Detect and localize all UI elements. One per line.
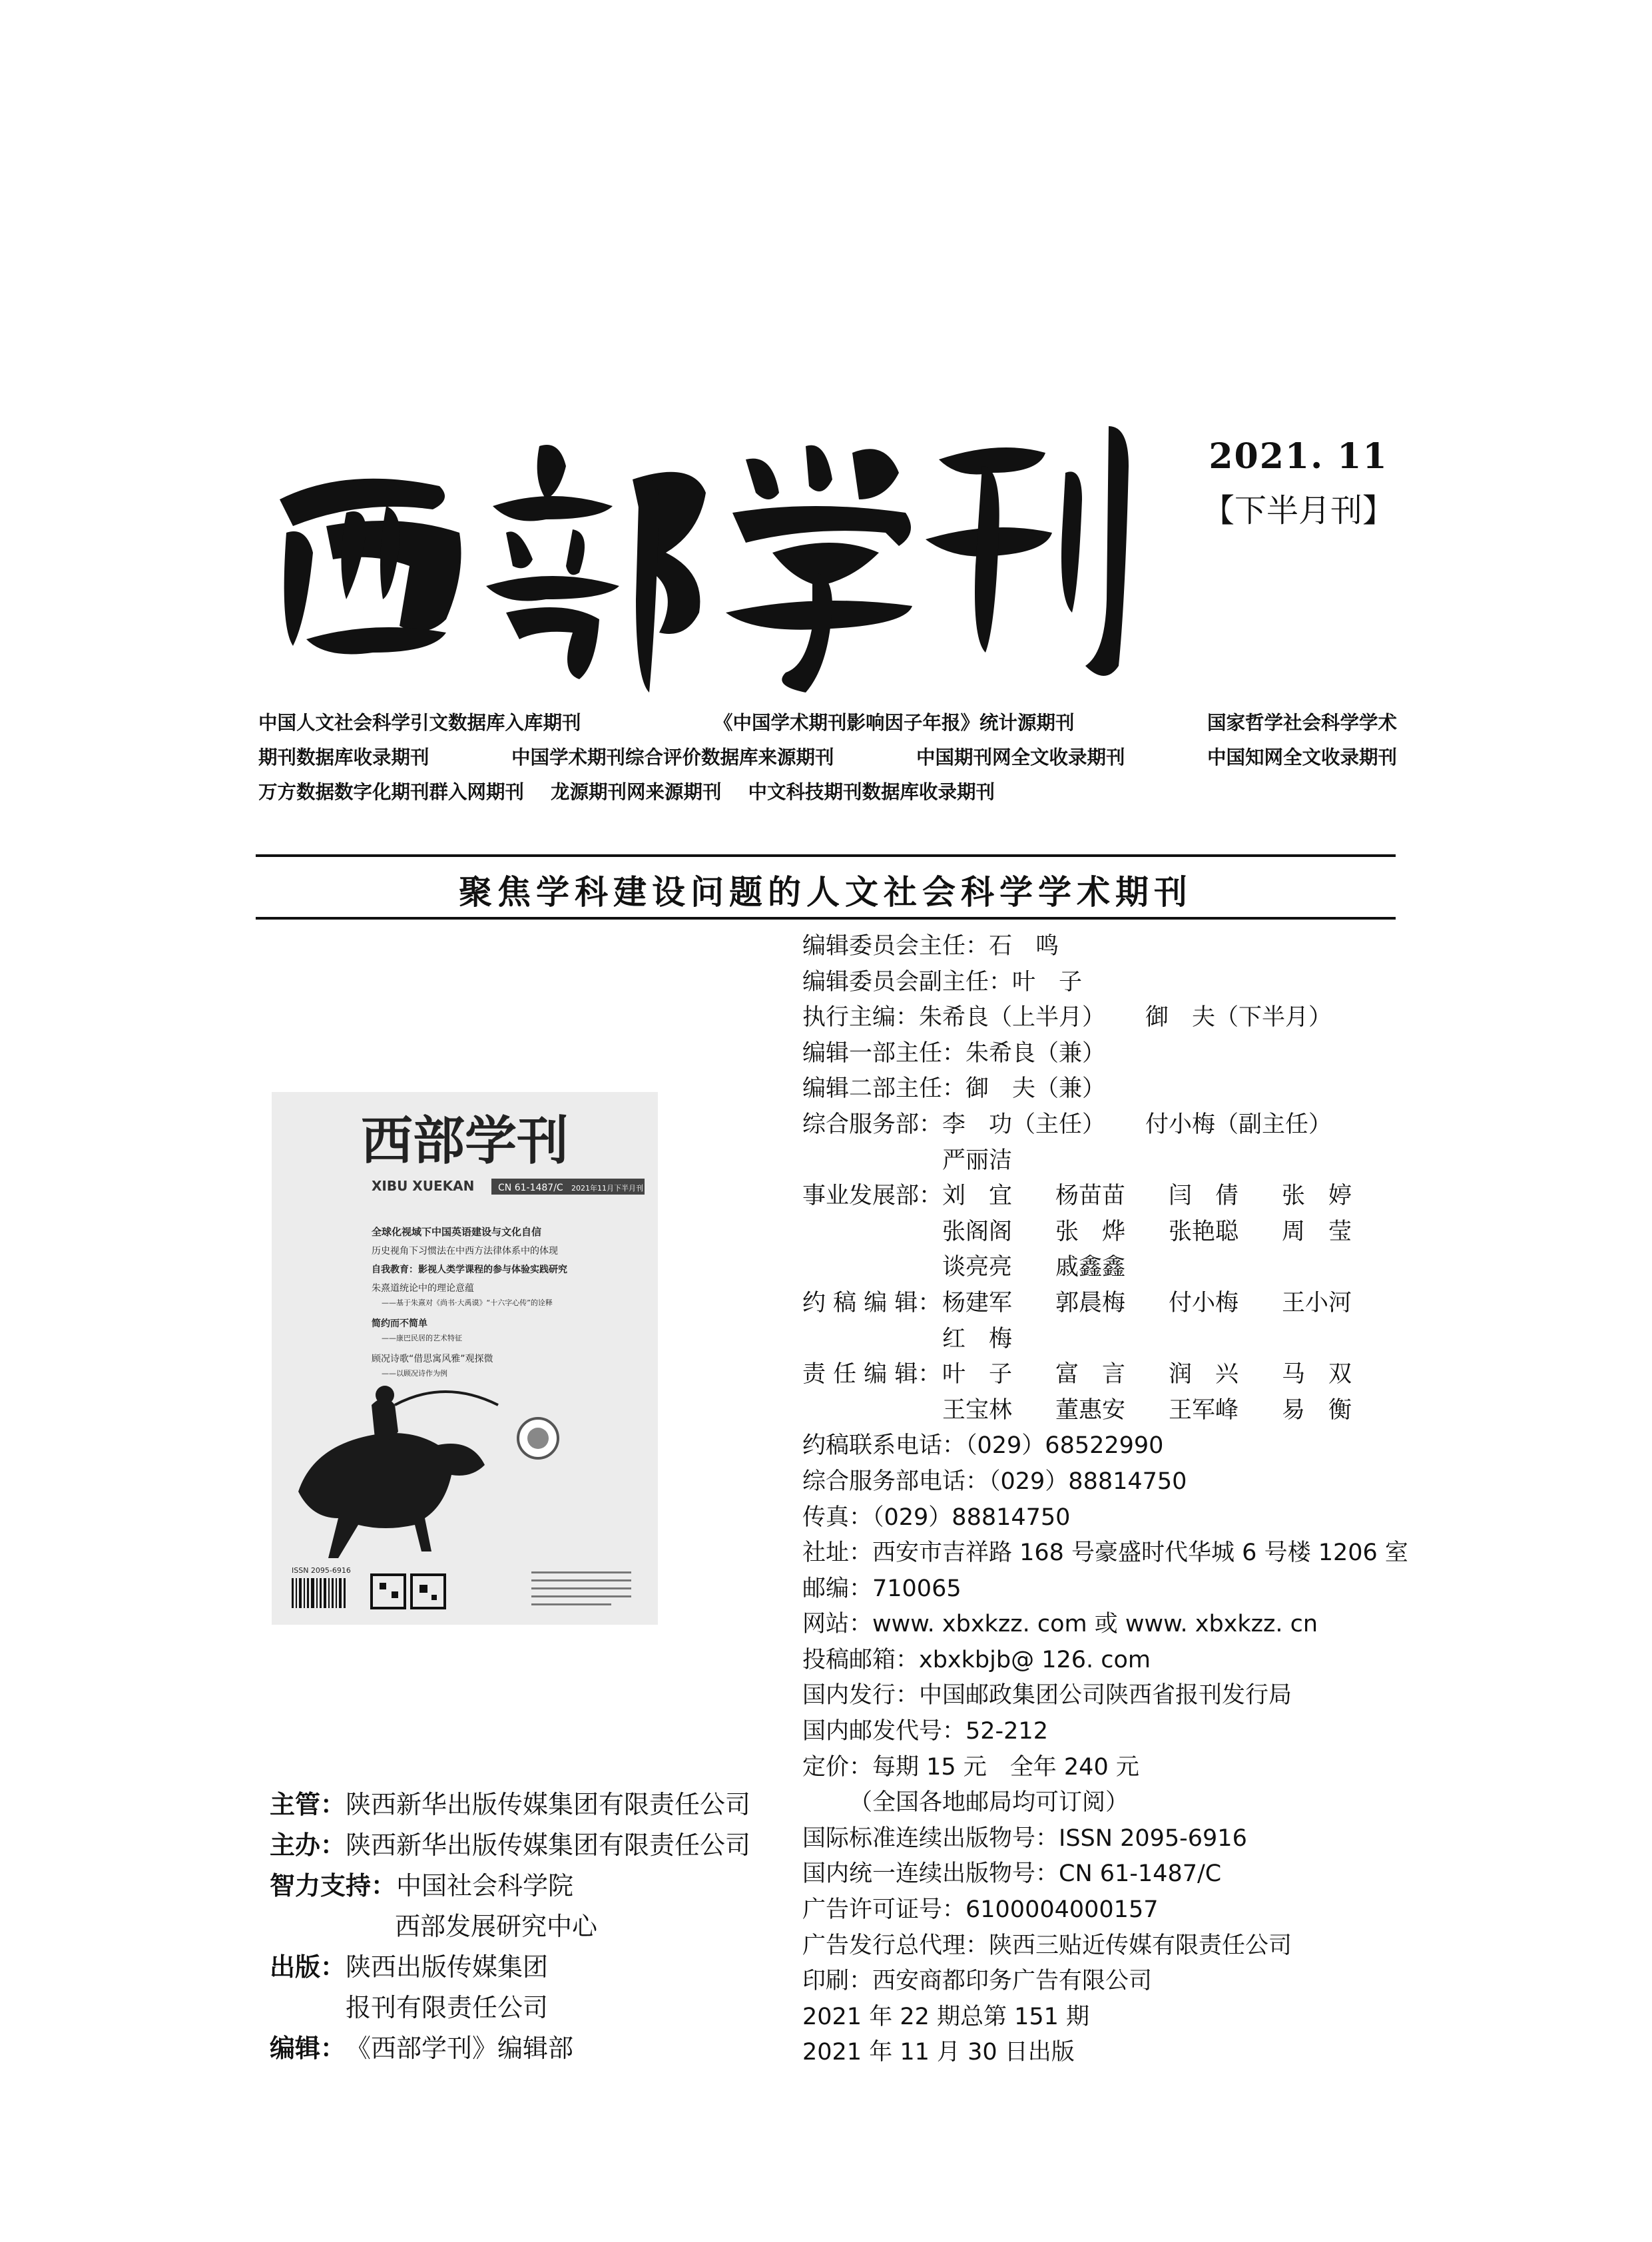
postcode: 邮编：710065 bbox=[802, 1575, 962, 1602]
staff-name: 润 兴 bbox=[1169, 1361, 1239, 1388]
service-line bbox=[802, 1107, 1442, 1143]
staff-name: 张 婷 bbox=[1282, 1183, 1352, 1210]
dept1-director: 编辑一部主任：朱希良（兼） bbox=[802, 1039, 1106, 1067]
staff-name: 刘 宜 bbox=[942, 1183, 1013, 1210]
cover-headline: 朱熹道统论中的理论意蕴 bbox=[372, 1283, 474, 1294]
ad-agent: 广告发行总代理：陕西三贴近传媒有限责任公司 bbox=[802, 1932, 1292, 1959]
resp-line-2 bbox=[802, 1393, 1442, 1429]
resp-label: 责 任 编 辑： bbox=[802, 1361, 942, 1388]
exec-editor-2: 御 夫（下半月） bbox=[1145, 1004, 1332, 1031]
publisher-line bbox=[270, 1947, 789, 1988]
support-line-2 bbox=[270, 1906, 789, 1947]
staff-name: 谈亮亮 bbox=[942, 1254, 1013, 1281]
cover-headline: ——基于朱熹对《尚书·大禹谟》“十六字心传”的诠释 bbox=[382, 1298, 553, 1307]
commission-line-2 bbox=[802, 1322, 1442, 1358]
staff-name: 张艳聪 bbox=[1169, 1218, 1239, 1245]
indexing-list bbox=[258, 706, 1397, 810]
sponsors-block bbox=[270, 1785, 789, 2069]
dept2-director: 编辑二部主任：御 夫（兼） bbox=[802, 1075, 1106, 1103]
subscribe-note: （全国各地邮局均可订阅） bbox=[849, 1789, 1129, 1817]
issue-info bbox=[1192, 436, 1405, 531]
service-director: 综合服务部：李 功（主任） bbox=[802, 1111, 1106, 1138]
cover-cn: CN 61-1487/C bbox=[498, 1183, 563, 1193]
staff-name: 富 言 bbox=[1055, 1361, 1126, 1388]
cover-headline: 简约而不简单 bbox=[372, 1318, 427, 1329]
staff-name: 杨建军 bbox=[942, 1289, 1013, 1316]
indexing-row bbox=[258, 775, 1397, 810]
cn-number: 国内统一连续出版物号：CN 61-1487/C bbox=[802, 1860, 1222, 1888]
committee-deputy: 编辑委员会副主任：叶 子 bbox=[802, 968, 1083, 995]
organizer-value: 陕西新华出版传媒集团有限责任公司 bbox=[346, 1830, 751, 1860]
editor-value: 《西部学刊》编辑部 bbox=[346, 2034, 574, 2063]
indexing-item: 中国学术期刊综合评价数据库来源期刊 bbox=[511, 746, 834, 768]
cover-headline: 全球化视域下中国英语建设与文化自信 bbox=[372, 1226, 542, 1238]
masthead-calligraphy bbox=[266, 400, 1132, 699]
indexing-item: 中国知网全文收录期刊 bbox=[1207, 746, 1397, 768]
staff-name: 张阁阁 bbox=[942, 1218, 1013, 1245]
staff-name: 戚鑫鑫 bbox=[1055, 1254, 1126, 1281]
slogan: 聚焦学科建设问题的人文社会科学学术期刊 bbox=[459, 872, 1193, 912]
price: 定价：每期 15 元 全年 240 元 bbox=[802, 1753, 1139, 1781]
website: 网站：www. xbxkzz. com 或 www. xbxkzz. cn bbox=[802, 1611, 1318, 1638]
submission-email: 投稿邮箱：xbxkbjb@ 126. com bbox=[802, 1646, 1151, 1673]
indexing-item: 期刊数据库收录期刊 bbox=[258, 746, 429, 768]
editor-line bbox=[270, 2028, 789, 2069]
support-value: 中国社会科学院 bbox=[396, 1871, 574, 1900]
staff-name: 易 衡 bbox=[1282, 1396, 1352, 1424]
cover-pinyin: XIBU XUEKAN bbox=[372, 1178, 475, 1194]
cover-thumbnail bbox=[272, 1092, 658, 1625]
indexing-item: 龙源期刊网来源期刊 bbox=[551, 781, 722, 803]
service-phone: 综合服务部电话：（029）88814750 bbox=[802, 1468, 1187, 1495]
cover-headline: ——康巴民居的艺术特征 bbox=[382, 1334, 462, 1342]
publisher-value: 陕西出版传媒集团 bbox=[346, 1952, 549, 1982]
cover-headline: 自我教育：影视人类学课程的参与体验实践研究 bbox=[372, 1264, 567, 1275]
exec-editor-line bbox=[802, 1000, 1442, 1036]
distribution: 国内发行：中国邮政集团公司陕西省报刊发行局 bbox=[802, 1682, 1292, 1709]
support-line bbox=[270, 1866, 789, 1906]
staff-name: 周 莹 bbox=[1282, 1218, 1352, 1245]
barcode bbox=[292, 1578, 346, 1608]
indexing-item: 国家哲学社会科学学术 bbox=[1207, 712, 1397, 734]
indexing-item: 中文科技期刊数据库收录期刊 bbox=[748, 781, 995, 803]
supervisor-value: 陕西新华出版传媒集团有限责任公司 bbox=[346, 1790, 751, 1819]
issue-number: 2021 年 22 期总第 151 期 bbox=[802, 2003, 1090, 2030]
commission-line-1 bbox=[802, 1286, 1442, 1322]
issue-date: 2021. 11 bbox=[1209, 436, 1388, 477]
staff-name: 红 梅 bbox=[942, 1325, 1013, 1352]
indexing-item: 《中国学术期刊影响因子年报》统计源期刊 bbox=[713, 712, 1075, 734]
service-member: 严丽洁 bbox=[942, 1147, 1013, 1174]
staff-name: 王小河 bbox=[1282, 1289, 1352, 1316]
biz-line-2 bbox=[802, 1215, 1442, 1251]
cover-title: 西部学刊 bbox=[360, 1111, 569, 1171]
organizer-label: 主办： bbox=[270, 1830, 346, 1860]
commission-phone: 约稿联系电话：（029）68522990 bbox=[802, 1432, 1164, 1460]
horse-rider-illustration bbox=[298, 1386, 498, 1558]
staff-name: 付小梅 bbox=[1169, 1289, 1239, 1316]
bottom-divider bbox=[256, 917, 1396, 920]
publisher-label: 出版： bbox=[270, 1952, 346, 1982]
support-value: 西部发展研究中心 bbox=[395, 1912, 598, 1941]
indexing-item: 中国期刊网全文收录期刊 bbox=[916, 746, 1125, 768]
fax: 传真：（029）88814750 bbox=[802, 1504, 1071, 1531]
cover-issue: 2021年11月下半月刊 bbox=[571, 1184, 643, 1193]
masthead-info bbox=[802, 929, 1442, 2071]
biz-line-3 bbox=[802, 1250, 1442, 1286]
printer: 印刷：西安商都印务广告有限公司 bbox=[802, 1968, 1153, 1995]
publication-date: 2021 年 11 月 30 日出版 bbox=[802, 2039, 1075, 2066]
indexing-item: 万方数据数字化期刊群入网期刊 bbox=[258, 781, 525, 803]
cover-headline: ——以顾况诗作为例 bbox=[382, 1369, 447, 1378]
staff-name: 马 双 bbox=[1282, 1361, 1352, 1388]
staff-name: 郭晨梅 bbox=[1055, 1289, 1126, 1316]
postal-code: 国内邮发代号：52-212 bbox=[802, 1718, 1048, 1745]
address: 社址：西安市吉祥路 168 号豪盛时代华城 6 号楼 1206 室 bbox=[802, 1540, 1408, 1567]
issue-type: 【下半月刊】 bbox=[1202, 492, 1394, 529]
publisher-line-2 bbox=[270, 1988, 789, 2028]
staff-name: 王军峰 bbox=[1169, 1396, 1239, 1424]
staff-name: 张 烨 bbox=[1055, 1218, 1126, 1245]
service-deputy: 付小梅（副主任） bbox=[1145, 1111, 1332, 1138]
staff-name: 叶 子 bbox=[942, 1361, 1013, 1388]
indexing-row bbox=[258, 740, 1397, 775]
ad-license: 广告许可证号：6100004000157 bbox=[802, 1896, 1159, 1924]
staff-name: 杨苗苗 bbox=[1055, 1183, 1126, 1210]
publisher-value: 报刊有限责任公司 bbox=[346, 1993, 549, 2022]
exec-editor: 执行主编：朱希良（上半月） bbox=[802, 1004, 1106, 1031]
cover-headline: 历史视角下习惯法在中西方法律体系中的体现 bbox=[372, 1246, 558, 1257]
indexing-item: 中国人文社会科学引文数据库入库期刊 bbox=[258, 712, 581, 734]
qr-code bbox=[372, 1575, 445, 1608]
committee-director: 编辑委员会主任：石 鸣 bbox=[802, 933, 1059, 960]
biz-label: 事业发展部： bbox=[802, 1183, 943, 1210]
staff-name: 王宝林 bbox=[942, 1396, 1013, 1424]
staff-name: 闫 倩 bbox=[1169, 1183, 1239, 1210]
commission-label: 约 稿 编 辑： bbox=[802, 1289, 942, 1316]
editor-label: 编辑： bbox=[270, 2034, 346, 2063]
top-divider bbox=[256, 854, 1396, 857]
supervisor-line bbox=[270, 1785, 789, 1825]
cover-isbn: ISSN 2095-6916 bbox=[292, 1566, 351, 1575]
supervisor-label: 主管： bbox=[270, 1790, 346, 1819]
indexing-row bbox=[258, 706, 1397, 740]
support-label: 智力支持： bbox=[270, 1871, 397, 1900]
cover-headline: 顾况诗歌“借思寓风雅”观探微 bbox=[372, 1354, 493, 1364]
issn: 国际标准连续出版物号：ISSN 2095-6916 bbox=[802, 1824, 1247, 1852]
biz-line-1 bbox=[802, 1179, 1442, 1215]
organizer-line bbox=[270, 1825, 789, 1866]
resp-line-1 bbox=[802, 1357, 1442, 1393]
staff-name: 董惠安 bbox=[1055, 1396, 1126, 1424]
